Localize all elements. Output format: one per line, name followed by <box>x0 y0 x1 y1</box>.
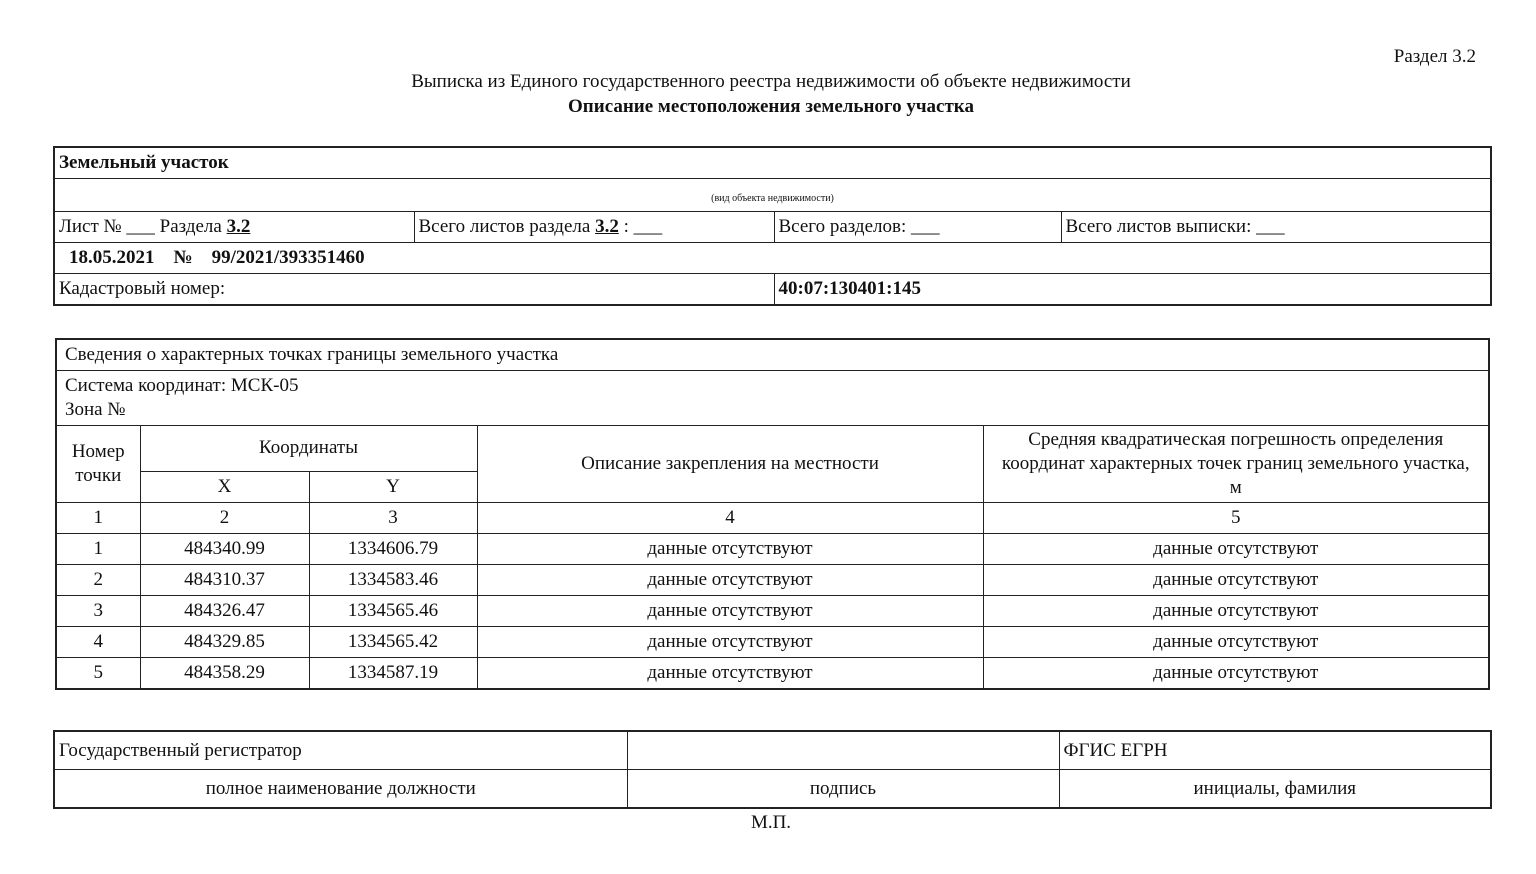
point-number: 5 <box>56 658 140 690</box>
column-number-row <box>56 503 1489 534</box>
coord-x: 484310.37 <box>140 565 309 596</box>
coord-y: 1334606.79 <box>309 534 477 565</box>
point-description: данные отсутствуют <box>477 627 983 658</box>
document-title: Выписка из Единого государственного реестра недвижимости об объекте недвижимости <box>411 71 1131 92</box>
coord-x: 484358.29 <box>140 658 309 690</box>
registrar-position: Государственный регистратор <box>54 731 627 770</box>
extract-date: 18.05.2021 <box>69 247 155 268</box>
column-number: 2 <box>140 503 309 534</box>
total-extract-sheets: Всего листов выписки: ___ <box>1061 212 1491 243</box>
col-point-header: Номер точки <box>56 426 140 503</box>
table-row <box>56 534 1489 565</box>
coord-y: 1334565.42 <box>309 627 477 658</box>
object-type-caption: (вид объекта недвижимости) <box>54 179 1491 212</box>
point-error: данные отсутствуют <box>983 627 1489 658</box>
coord-x: 484326.47 <box>140 596 309 627</box>
point-description: данные отсутствуют <box>477 658 983 690</box>
signature-table <box>53 730 1492 809</box>
point-number: 4 <box>56 627 140 658</box>
number-sign: № <box>173 247 193 268</box>
name-caption: инициалы, фамилия <box>1059 770 1491 809</box>
point-error: данные отсутствуют <box>983 596 1489 627</box>
coord-y: 1334587.19 <box>309 658 477 690</box>
point-number: 2 <box>56 565 140 596</box>
section-label: Раздел 3.2 <box>1393 46 1476 67</box>
document-subtitle: Описание местоположения земельного участка <box>568 96 974 117</box>
point-description: данные отсутствуют <box>477 534 983 565</box>
coord-system-cell <box>56 371 1489 426</box>
coord-x: 484340.99 <box>140 534 309 565</box>
point-error: данные отсутствуют <box>983 658 1489 690</box>
sheet-number-cell <box>54 212 414 243</box>
stamp-place: М.П. <box>750 812 792 833</box>
object-type: Земельный участок <box>54 147 1491 179</box>
total-sheets-label: Всего листов раздела <box>418 216 591 237</box>
cadastral-number: 40:07:130401:145 <box>774 274 1491 306</box>
table-row <box>56 565 1489 596</box>
point-error: данные отсутствуют <box>983 565 1489 596</box>
column-number: 3 <box>309 503 477 534</box>
total-sheets-suffix: : ___ <box>623 216 663 237</box>
col-error-header: Средняя квадратическая погрешность определения координат характерных точек границ земельного участка, м <box>983 426 1489 503</box>
table-row <box>56 596 1489 627</box>
point-number: 1 <box>56 534 140 565</box>
zone: Зона № <box>65 399 126 420</box>
point-number: 3 <box>56 596 140 627</box>
total-sections: Всего разделов: ___ <box>774 212 1061 243</box>
col-y-header: Y <box>309 471 477 502</box>
col-description-header: Описание закрепления на местности <box>477 426 983 503</box>
column-number: 5 <box>983 503 1489 534</box>
sheet-label: Лист № ___ Раздела <box>59 216 222 237</box>
point-description: данные отсутствуют <box>477 565 983 596</box>
coord-system: Система координат: МСК-05 <box>65 375 299 396</box>
extract-number: 99/2021/393351460 <box>211 247 365 268</box>
coord-y: 1334583.46 <box>309 565 477 596</box>
total-sheets-cell <box>414 212 774 243</box>
table-row <box>56 658 1489 690</box>
col-coords-header: Координаты <box>140 426 477 472</box>
boundary-points-table <box>55 338 1490 690</box>
points-table-title: Сведения о характерных точках границы земельного участка <box>56 339 1489 371</box>
signature-caption: подпись <box>627 770 1059 809</box>
coord-x: 484329.85 <box>140 627 309 658</box>
total-sheets-section: 3.2 <box>595 216 619 237</box>
column-number: 1 <box>56 503 140 534</box>
object-info-table <box>53 146 1492 306</box>
sheet-section: 3.2 <box>226 216 251 237</box>
date-number-cell <box>54 243 1491 274</box>
position-caption: полное наименование должности <box>54 770 627 809</box>
point-description: данные отсутствуют <box>477 596 983 627</box>
signature-field <box>627 731 1059 770</box>
table-row <box>56 627 1489 658</box>
coord-y: 1334565.46 <box>309 596 477 627</box>
registrar-name: ФГИС ЕГРН <box>1059 731 1491 770</box>
point-error: данные отсутствуют <box>983 534 1489 565</box>
cadastral-label: Кадастровый номер: <box>54 274 774 306</box>
column-number: 4 <box>477 503 983 534</box>
col-x-header: X <box>140 471 309 502</box>
